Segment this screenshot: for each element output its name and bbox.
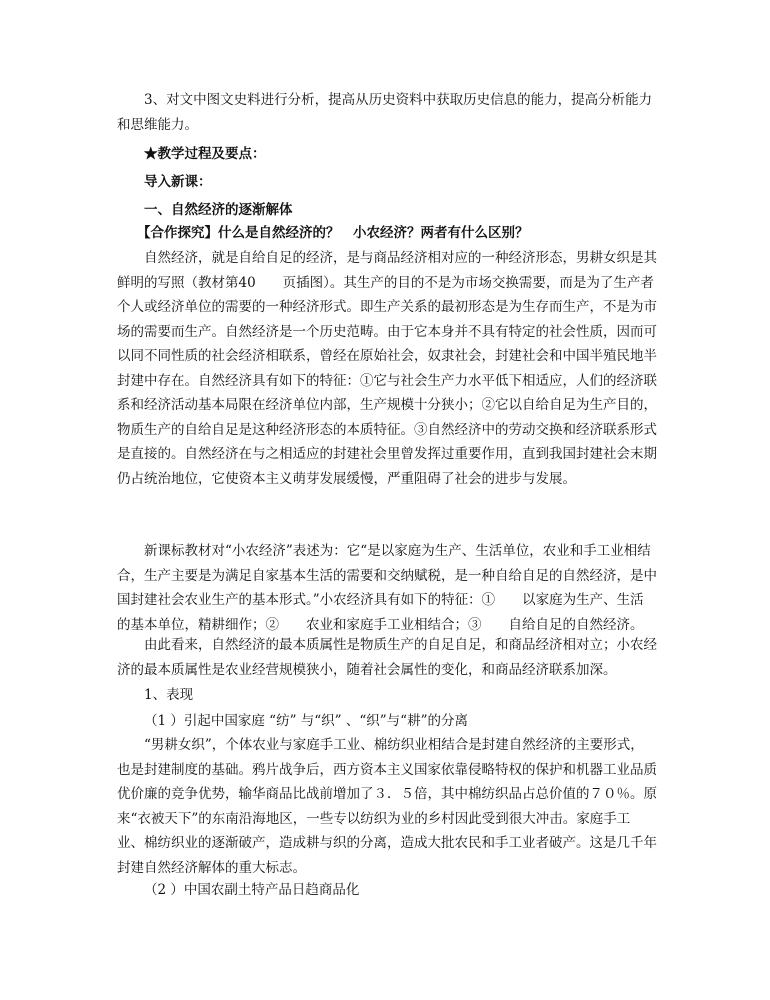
explore-question: 【合作探究】什么是自然经济的？ 小农经济？两者有什么区别？ xyxy=(137,225,529,241)
subsection-item-2: （2 ）中国农副土特产品日趋商品化 xyxy=(144,882,360,898)
natural-economy-paragraph: 自然经济，就是自给自足的经济，是与商品经济相对应的一种经济形态，男耕女织是其鲜明的写照（教材第40 页插图）。其生产的目的不是为市场交换需要，而是为了生产者个人或经济单位的需要的一种经济形式。即生产关系的最初形态是为生存而生产，不是为市场的需要而生产。自然经济是一个历史范畴。由于它本身并不具有特定的社会性质，因而可以同不同性质的社会经济相联系，曾经在原始社会，奴隶社会，封建社会和中国半殖民地半封建中存在。自然经济具有如下的特征：①它与社会生产力水平低下相适应，人们的经济联系和经济活动基本局限在经济单位内部，生产规模十分狭小；②它以自给自足为生产目的，物质生产的自给自足是这种经济形态的本质特征。③自然经济中的劳动交换和经济联系形式是直接的。自然经济在与之相适应的封建社会里曾发挥过重要作用，直到我国封建社会末期仍占统治地位，它使资本主义萌芽发展缓慢，严重阻碍了社会的进步与发展。 xyxy=(117,250,657,487)
teaching-process-heading: ★教学过程及要点： xyxy=(144,146,266,162)
subsection-item-1: （1 ）引起中国家庭 “纺” 与“织” 、“织”与“耕”的分离 xyxy=(144,713,468,729)
small-peasant-economy-paragraph: 新课标教材对“小农经济”表述为：它“是以家庭为生产、生活单位，农业和手工业相结合，生产主要是为满足自家基本生活的需要和交纳赋税，是一种自给自足的自然经济，是中国封建社会农业生产的基本形式。”小农经济具有如下的特征：① 以家庭为生产、生活的基本单位，精耕细作；② 农业和家庭手工业相结合；③ 自给自足的自然经济。 xyxy=(117,543,657,633)
objective-paragraph: 3、对文中图文史料进行分析，提高从历史资料中获取历史信息的能力，提高分析能力和思维能力。 xyxy=(117,92,653,133)
subsection-heading: 1、表现 xyxy=(144,687,194,703)
intro-heading: 导入新课： xyxy=(144,174,212,190)
separation-paragraph: “男耕女织”，个体农业与家庭手工业、棉纺织业相结合是封建自然经济的主要形式，也是封建制度的基础。鸦片战争后，西方资本主义国家依靠侵略特权的保护和机器工业品质优价廉的竞争优势，输华商品比战前增加了３．５倍，其中棉纺织品占总价值的７０％。原来“衣被天下”的东南沿海地区，一些专以纺织为业的乡村因此受到很大冲击。家庭手工业、棉纺织业的逐渐破产，造成耕与织的分离，造成大批农民和手工业者破产。这是几千年封建自然经济解体的重大标志。 xyxy=(117,737,657,876)
comparison-paragraph: 由此看来，自然经济的最本质属性是物质生产的自足自足，和商品经济相对立；小农经济的最本质属性是农业经营规模狭小，随着社会属性的变化，和商品经济联系加深。 xyxy=(117,637,657,678)
section-heading: 一、自然经济的逐渐解体 xyxy=(144,202,293,218)
